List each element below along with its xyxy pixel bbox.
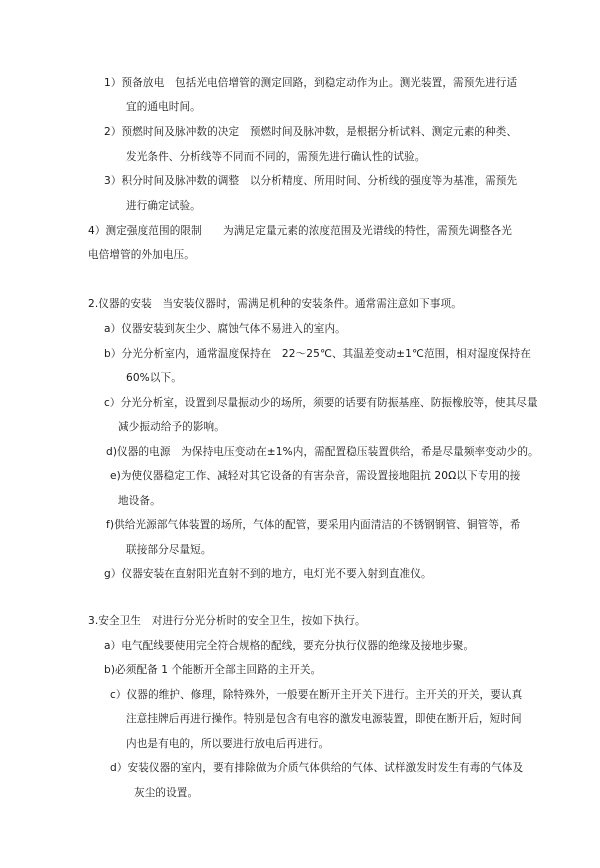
text-line: 2）预燃时间及脉冲数的决定 预燃时间及脉冲数，是根据分析试料、测定元素的种类、 xyxy=(104,126,518,138)
text-line: 1）预备放电 包括光电倍增管的测定回路，到稳定动作为止。测光装置，需预先进行适 xyxy=(104,77,518,89)
text-line: b)必须配备 1 个能断开全部主回路的主开关。 xyxy=(104,664,322,676)
text-line: 注意挂牌后再进行操作。特别是包含有电容的激发电源装置，即使在断开后，短时间 xyxy=(126,713,522,725)
text-line: 内也是有电的，所以要进行放电后再进行。 xyxy=(126,738,330,750)
section-heading: 2.仪器的安装 当安装仪器时，需满足机种的安装条件。通常需注意如下事项。 xyxy=(88,298,462,310)
text-line: 发光条件、分析线等不同而不同的，需预先进行确认性的试验。 xyxy=(126,151,426,163)
text-line: 3）积分时间及脉冲数的调整 以分析精度、所用时间、分析线的强度等为基准，需预先 xyxy=(104,175,518,187)
text-line: 60%以下。 xyxy=(126,372,182,384)
text-line: 4）测定强度范围的限制 为满足定量元素的浓度范围及光谱线的特性，需预先调整各光 xyxy=(88,225,512,237)
section-heading: 3.安全卫生 对进行分光分析时的安全卫生，按如下执行。 xyxy=(88,615,366,627)
text-line: 宜的通电时间。 xyxy=(126,101,201,113)
text-line: d)仪器的电源 为保持电压变动在±1%内，需配置稳压装置供给，希是尽量频率变动少的。 xyxy=(106,446,539,458)
text-line: 联接部分尽量短。 xyxy=(126,544,212,556)
text-line: b）分光分析室内，通常温度保持在 22～25℃、其温差变动±1℃范围，相对湿度保持在 xyxy=(104,348,531,360)
text-line: 灰尘的设置。 xyxy=(134,787,199,799)
text-line: a）电气配线要使用完全符合规格的配线，要充分执行仪器的绝缘及接地步聚。 xyxy=(104,640,475,652)
text-line: f)供给光源部气体装置的场所，气体的配管，要采用内面清洁的不锈钢钢管、铜管等，希 xyxy=(106,519,521,531)
text-line: g）仪器安装在直射阳光直射不到的地方，电灯光不要入射到直准仪。 xyxy=(104,568,432,580)
text-line: 电倍增管的外加电压。 xyxy=(88,249,195,261)
text-line: 减少振动给予的影响。 xyxy=(118,421,225,433)
text-line: a）仪器安装到灰尘少、腐蚀气体不易进入的室内。 xyxy=(104,323,346,335)
text-line: d）安装仪器的室内，要有排除做为介质气体供给的气体、试样激发时发生有毒的气体及 xyxy=(110,762,524,774)
text-line: 进行确定试验。 xyxy=(126,200,201,212)
text-line: c）分光分析室，设置到尽量振动少的场所，须要的话要有防振基座、防振橡胶等，使其尽量 xyxy=(104,397,538,409)
text-line: 地设备。 xyxy=(118,495,161,507)
text-line: e)为使仪器稳定工作、减轻对其它设备的有害杂音，需设置接地阻抗 20Ω以下专用的接 xyxy=(110,470,521,482)
text-line: c）仪器的维护、修理，除特殊外，一般要在断开主开关下进行。主开关的开关，要认真 xyxy=(110,689,523,701)
